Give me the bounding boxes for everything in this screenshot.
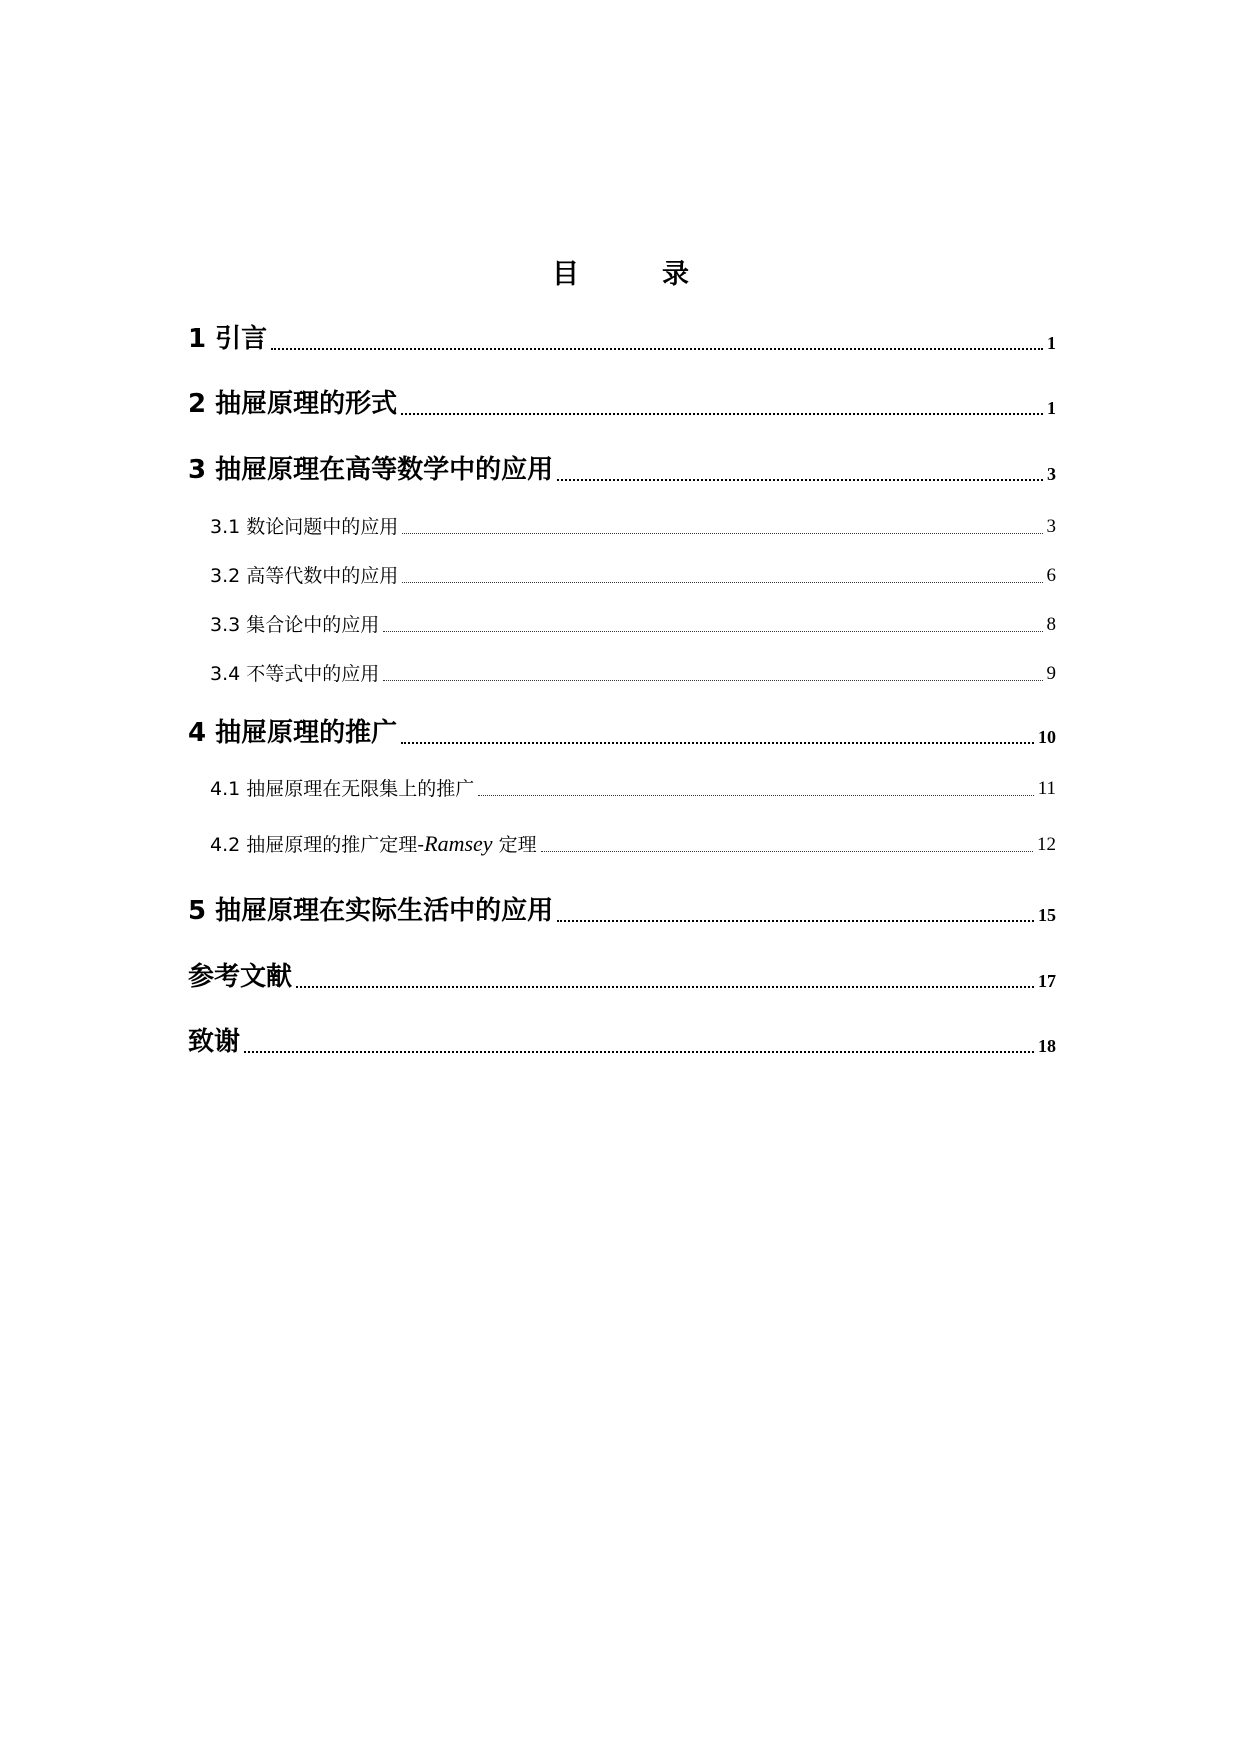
toc-entry-label <box>210 831 537 858</box>
toc-entry-higher-math[interactable] <box>188 453 1056 487</box>
toc-entry-page: 1 <box>1047 333 1056 353</box>
toc-entry-page: 6 <box>1046 565 1056 586</box>
toc-entry-label: 3.4 不等式中的应用 <box>210 663 380 685</box>
toc-entry-page: 11 <box>1037 778 1056 799</box>
toc-leader-dots <box>401 413 1043 415</box>
toc-entry-label: 4 抽屉原理的推广 <box>188 718 398 748</box>
toc-entry-introduction[interactable] <box>188 322 1056 356</box>
toc-entry-label: 致谢 <box>188 1027 241 1057</box>
toc-leader-dots <box>383 631 1042 632</box>
toc-entry-label: 4.1 抽屉原理在无限集上的推广 <box>210 778 475 800</box>
toc-leader-dots <box>296 986 1034 988</box>
toc-entry-label: 3.3 集合论中的应用 <box>210 614 380 636</box>
toc-leader-dots <box>478 795 1033 796</box>
toc-entry-3-1[interactable] <box>188 514 1056 540</box>
toc-leader-dots <box>402 582 1042 583</box>
toc-entry-generalization[interactable] <box>188 716 1056 750</box>
toc-leader-dots <box>383 680 1042 681</box>
toc-leader-dots <box>244 1051 1034 1053</box>
toc-entry-real-life[interactable] <box>188 894 1056 928</box>
toc-entry-page: 17 <box>1038 971 1056 991</box>
toc-entry-label-prefix: 4.2 抽屉原理的推广定理- <box>210 834 425 856</box>
toc-title: 目 录 <box>552 259 717 290</box>
toc-entry-label: 1 引言 <box>188 324 268 354</box>
toc-leader-dots <box>271 348 1043 350</box>
toc-entry-label: 5 抽屉原理在实际生活中的应用 <box>188 896 554 926</box>
toc-entry-4-1[interactable] <box>188 776 1056 802</box>
toc-entry-page: 9 <box>1046 663 1056 684</box>
toc-entry-page: 18 <box>1038 1036 1056 1056</box>
toc-entry-label: 参考文献 <box>188 962 293 992</box>
toc-entry-page: 10 <box>1038 727 1056 747</box>
toc-entry-4-2[interactable] <box>188 831 1056 858</box>
toc-entry-page: 15 <box>1038 905 1056 925</box>
toc-leader-dots <box>557 920 1034 922</box>
toc-entry-label-suffix: 定理 <box>492 834 537 856</box>
toc-entry-acknowledgements[interactable] <box>188 1025 1056 1059</box>
toc-entry-references[interactable] <box>188 960 1056 994</box>
toc-entry-3-4[interactable] <box>188 661 1056 687</box>
toc-entry-page: 3 <box>1046 516 1056 537</box>
toc-leader-dots <box>401 742 1034 744</box>
toc-entry-3-3[interactable] <box>188 612 1056 638</box>
toc-entry-3-2[interactable] <box>188 563 1056 589</box>
toc-entry-page: 3 <box>1047 464 1056 484</box>
toc-entry-page: 8 <box>1046 614 1056 635</box>
toc-leader-dots <box>557 479 1043 481</box>
toc-entry-label: 3.1 数论问题中的应用 <box>210 516 399 538</box>
toc-entry-label: 3.2 高等代数中的应用 <box>210 565 399 587</box>
toc-entry-page: 12 <box>1037 834 1056 855</box>
toc-leader-dots <box>402 533 1042 534</box>
toc-entry-page: 1 <box>1047 398 1056 418</box>
toc-entry-label-ramsey: Ramsey <box>424 831 493 856</box>
toc-entry-forms[interactable] <box>188 387 1056 421</box>
toc-entry-label: 3 抽屉原理在高等数学中的应用 <box>188 455 554 485</box>
toc-entry-label: 2 抽屉原理的形式 <box>188 389 398 419</box>
toc-leader-dots <box>541 851 1033 852</box>
